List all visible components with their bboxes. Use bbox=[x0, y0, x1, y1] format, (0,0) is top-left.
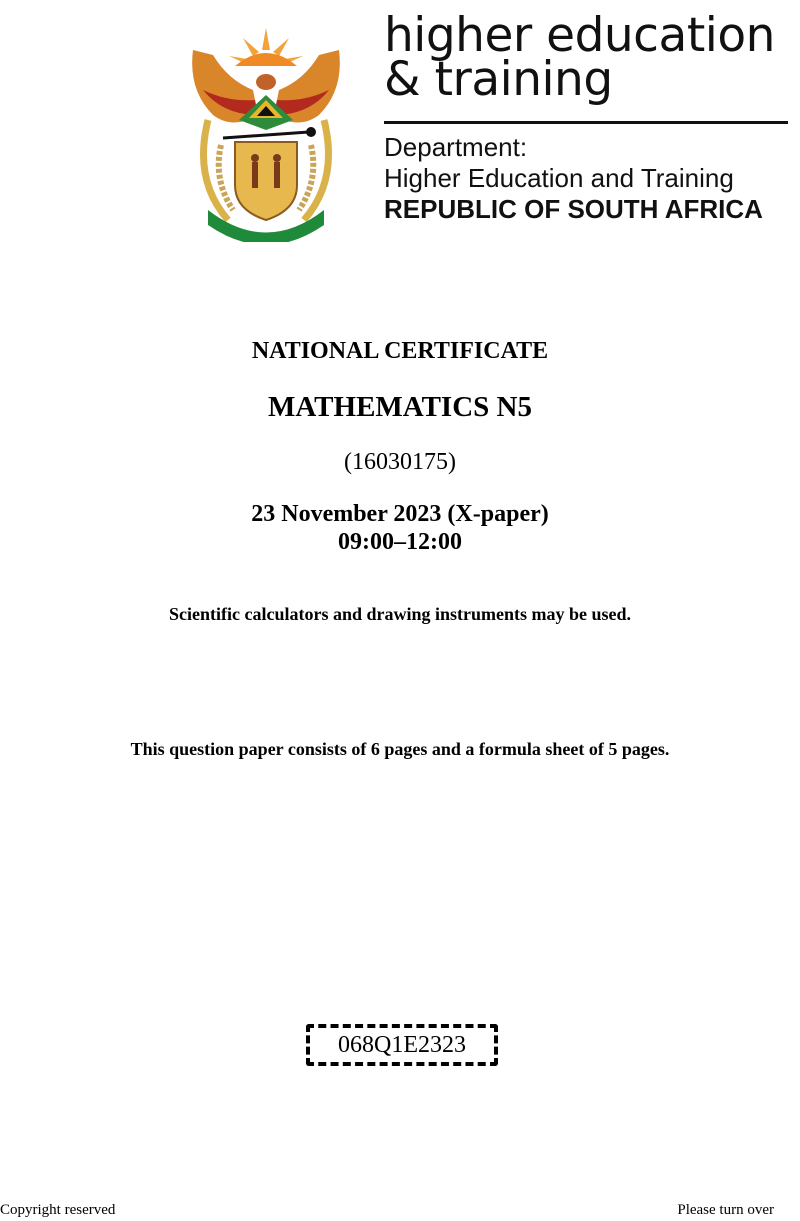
department-branding bbox=[384, 8, 794, 224]
coat-of-arms-logo bbox=[183, 20, 349, 242]
certificate-title: NATIONAL CERTIFICATE bbox=[251, 338, 549, 364]
footer-copyright: Copyright reserved bbox=[0, 1202, 116, 1218]
paper-id-box bbox=[306, 1024, 498, 1066]
pages-note: This question paper consists of 6 pages and a formula sheet of 5 pages. bbox=[130, 739, 670, 759]
brand-divider bbox=[384, 121, 788, 124]
department-block bbox=[384, 132, 763, 225]
department-label: Department: bbox=[384, 132, 528, 162]
brand-line-2: & training bbox=[384, 52, 613, 107]
brand-line-1: higher education bbox=[384, 8, 775, 63]
exam-time: 09:00–12:00 bbox=[338, 529, 462, 555]
subject-title: MATHEMATICS N5 bbox=[268, 391, 532, 423]
instruments-note: Scientific calculators and drawing instruments may be used. bbox=[168, 604, 631, 624]
paper-id: 068Q1E2323 bbox=[338, 1031, 466, 1058]
department-name: Higher Education and Training bbox=[384, 163, 734, 193]
exam-date: 23 November 2023 (X-paper) bbox=[251, 501, 549, 527]
country-name: REPUBLIC OF SOUTH AFRICA bbox=[384, 194, 763, 224]
coat-of-arms-icon bbox=[183, 20, 349, 242]
subject-code: (16030175) bbox=[344, 449, 456, 475]
footer-turn-over: Please turn over bbox=[677, 1202, 774, 1218]
exam-date-time bbox=[0, 500, 800, 556]
